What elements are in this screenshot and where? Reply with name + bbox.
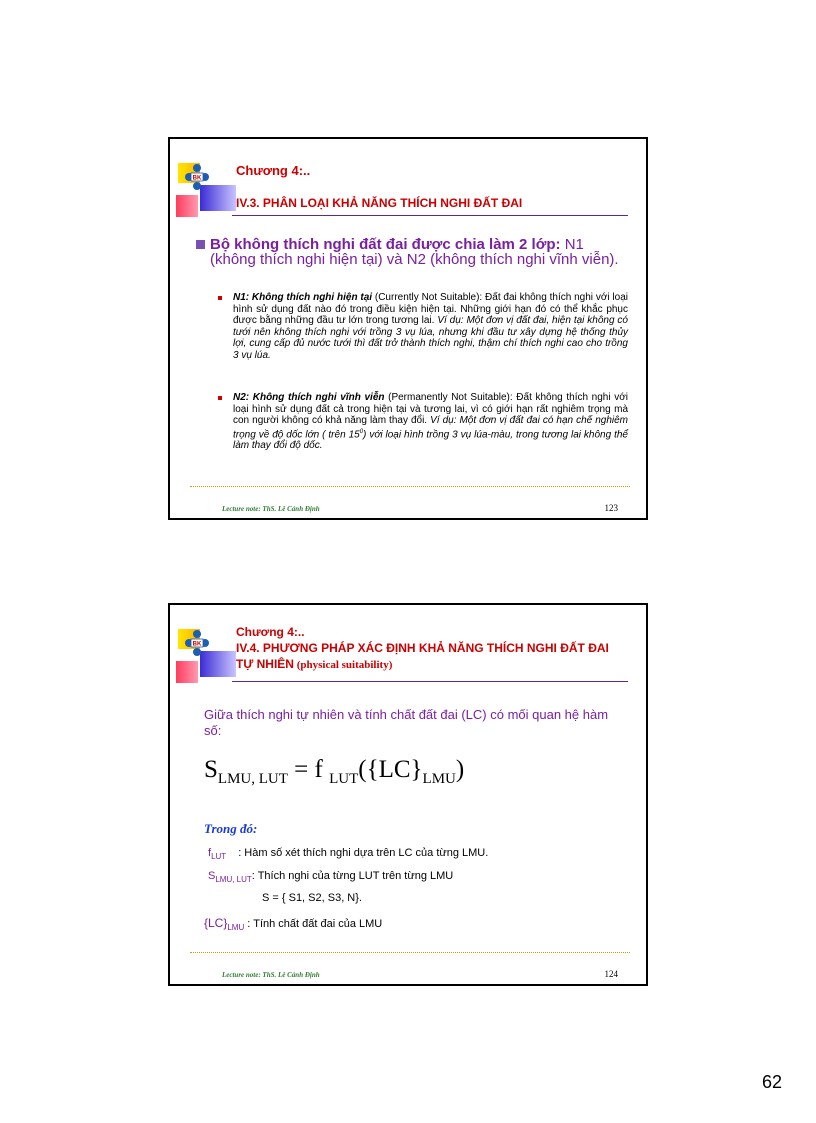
where-label: Trong đó: (204, 821, 258, 836)
formula-eq: = f (287, 756, 330, 783)
svg-text:BK: BK (192, 641, 202, 648)
chapter-label: Chương 4:.. (236, 625, 305, 639)
def-s-symbol: S (208, 870, 216, 882)
def-lc (204, 916, 382, 932)
n1-example: Ví dụ: Một đơn vị đất đai, hiện tại không có tưới nên không thích nghi với trồng 3 vụ lúa, nhưng khi đầu tư xây dựng hệ thống thủy lợi, cung cấp đủ nước tưới thì đất trở thành thích nghi, thậm chí thích nghi cao cho trồng 3 vụ lúa. (233, 315, 628, 361)
n1-english: (Currently Not Suitable): (372, 292, 486, 303)
def-s-set: S = { S1, S2, S3, N}. (262, 892, 362, 904)
main-bullet-bold: Bộ không thích nghi đất đai được chia làm 2 lớp: (210, 236, 561, 253)
slide-123 (168, 137, 648, 520)
footer-note: Lecture note: ThS. Lê Cảnh Định (222, 505, 320, 513)
def-lc-text: : Tính chất đất đai của LMU (244, 918, 383, 930)
def-s-text: : Thích nghi của từng LUT trên từng LMU (251, 870, 454, 882)
def-lc-symbol: {LC} (204, 916, 228, 930)
slide-title: IV.3. PHÂN LOẠI KHẢ NĂNG THÍCH NGHI ĐẤT ĐAI (236, 196, 523, 210)
small-square-bullet-icon (218, 396, 222, 400)
sub-bullet-n1 (218, 292, 628, 361)
slide-title (236, 640, 636, 673)
n2-term: N2: Không thích nghi vĩnh viễn (233, 392, 385, 403)
n2-english: (Permanently Not Suitable): (384, 392, 517, 403)
n2-example-end: ) với loại hình trồng 3 vụ lúa-màu, trong tương lai không thể làm thay đổi độ dốc. (233, 428, 628, 452)
def-f-symbol: f (208, 847, 212, 859)
formula-lc: ({LC} (358, 756, 423, 783)
n1-text: Đất đai không thích nghi với loại hình sử dụng đất nào đó trong điều kiện hiện tại. Những giới hạn đó có thể khắc phục được bằng những đầu tư lớn trong tương lai. (233, 292, 628, 326)
slide-title-english: (physical suitability) (293, 659, 393, 671)
formula-close: ) (455, 756, 465, 783)
formula (204, 755, 464, 794)
title-divider (232, 681, 628, 682)
slide-124 (168, 603, 648, 986)
n2-example: Ví dụ: Một đơn vị đất đai có hạn chế nghiêm trọng về độ dốc lớn ( trên 15 (233, 415, 629, 440)
formula-f-sub: LUT (329, 771, 359, 787)
footer-divider (190, 486, 630, 487)
def-lc-sub: LMU (227, 923, 245, 933)
slide-page-number: 123 (604, 503, 618, 513)
formula-lc-sub: LMU (422, 771, 456, 787)
n2-text: Đất không thích nghi với loại hình sử dụng đất cả trong hiện tại và tương lai, vì có giới hạn rất nghiêm trọng mà con người không có khả năng làm thay đổi. (233, 392, 628, 426)
main-bullet (196, 237, 626, 267)
svg-text:BK: BK (192, 175, 202, 182)
slide-title-line2: TỰ NHIÊN (236, 657, 294, 671)
def-f (208, 847, 488, 861)
formula-s-sub: LMU, LUT (217, 771, 288, 787)
chapter-label: Chương 4:.. (236, 163, 311, 178)
def-f-text: : Hàm số xét thích nghi dựa trên LC của từng LMU. (238, 847, 489, 859)
slide-page-number: 124 (604, 969, 618, 979)
def-s-sub: LMU, LUT (215, 875, 252, 885)
formula-s: S (204, 756, 218, 783)
degree-sup: 0 (359, 428, 364, 435)
sub-bullet-n2 (218, 392, 628, 452)
intro-text: Giữa thích nghi tự nhiên và tính chất đất đai (LC) có mối quan hệ hàm số: (204, 707, 609, 738)
footer-note: Lecture note: ThS. Lê Cảnh Định (222, 971, 320, 979)
def-s (208, 870, 453, 884)
small-square-bullet-icon (218, 296, 222, 300)
slide-title-line1: IV.4. PHƯƠNG PHÁP XÁC ĐỊNH KHẢ NĂNG THÍCH NGHI ĐẤT ĐAI (236, 641, 609, 655)
def-f-sub: LUT (211, 852, 227, 862)
bk-logo (184, 629, 210, 657)
square-bullet-icon (196, 240, 205, 249)
title-divider (232, 215, 628, 216)
footer-divider (190, 952, 630, 953)
page-number: 62 (762, 1072, 783, 1092)
main-bullet-text: N1 (không thích nghi hiện tại) và N2 (không thích nghi vĩnh viễn). (210, 236, 619, 268)
n1-term: N1: Không thích nghi hiện tại (233, 292, 373, 303)
bk-logo (184, 163, 210, 191)
